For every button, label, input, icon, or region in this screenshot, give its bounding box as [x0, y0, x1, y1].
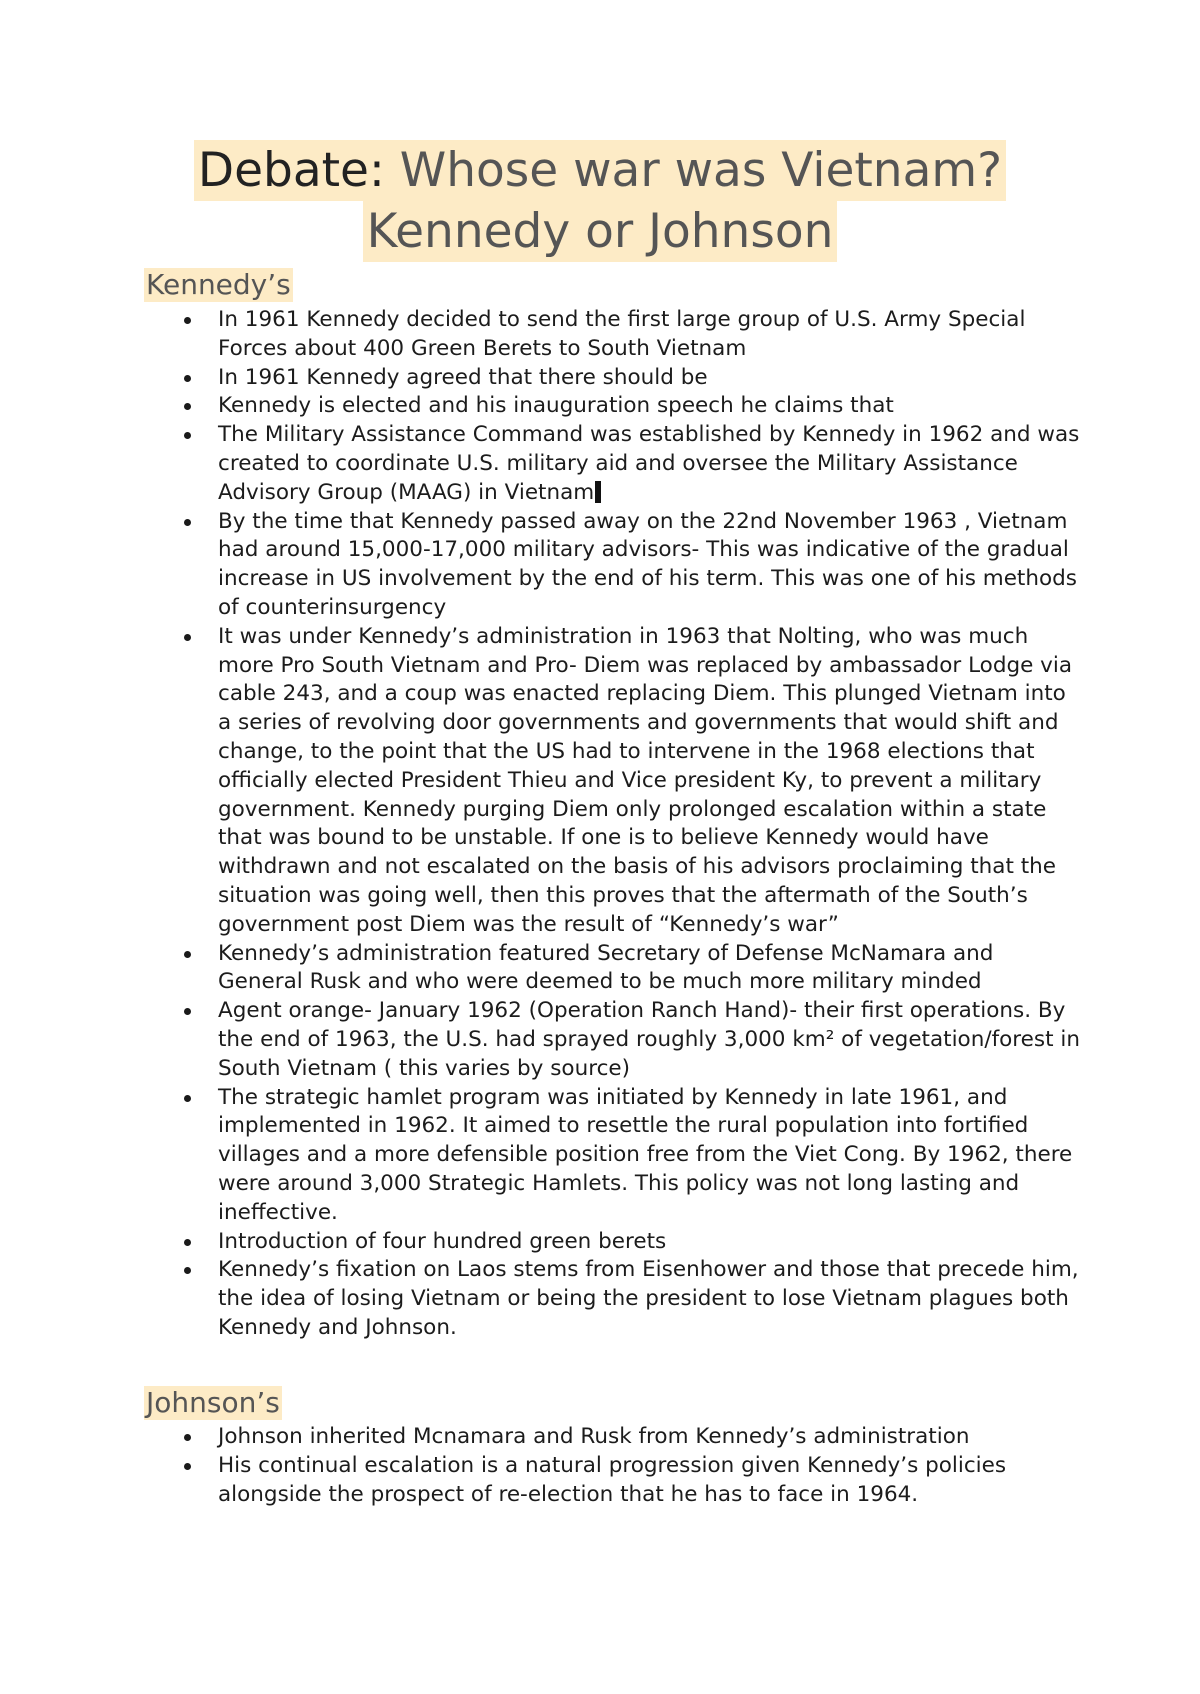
list-item: His continual escalation is a natural progression given Kennedy’s policies alongside the prospect of re-election that he has to face in 1964. [144, 1452, 1084, 1510]
list-item: Introduction of four hundred green berets [144, 1228, 1084, 1257]
list-item: Kennedy’s fixation on Laos stems from Eisenhower and those that precede him, the idea of losing Vietnam or being the president to lose Vietnam plagues both Kennedy and Johnson. [144, 1256, 1084, 1342]
kennedy-heading: Kennedy’s [146, 268, 291, 301]
list-item: Agent orange- January 1962 (Operation Ranch Hand)- their first operations. By the end of 1963, the U.S. had sprayed roughly 3,000 km² of vegetation/forest in South Vietnam ( this varies by source) [144, 997, 1084, 1083]
list-item: Kennedy is elected and his inauguration speech he claims that [144, 392, 1084, 421]
title-prefix: Debate: [197, 143, 385, 198]
list-item: In 1961 Kennedy agreed that there should be [144, 364, 1084, 393]
list-item: Kennedy’s administration featured Secretary of Defense McNamara and General Rusk and who were deemed to be much more military minded [144, 940, 1084, 998]
johnson-bullet-list [144, 1423, 1084, 1509]
list-item: It was under Kennedy’s administration in 1963 that Nolting, who was much more Pro South Vietnam and Pro- Diem was replaced by ambassador Lodge via cable 243, and a coup was enacted replacing Diem. This plunged Vietnam into a series of revolving door governments and governments that would shift and change, to the point that the US had to intervene in the 1968 elections that officially elected President Thieu and Vice president Ky, to prevent a military government. Kennedy purging Diem only prolonged escalation within a state that was bound to be unstable. If one is to believe Kennedy would have withdrawn and not escalated on the basis of his advisors proclaiming that the situation was going well, then this proves that the aftermath of the South’s government post Diem was the result of “Kennedy’s war” [144, 623, 1084, 940]
list-item: In 1961 Kennedy decided to send the first large group of U.S. Army Special Forces about 400 Green Berets to South Vietnam [144, 306, 1084, 364]
text-cursor [595, 481, 601, 503]
johnson-heading: Johnson’s [146, 1386, 280, 1419]
list-item: The strategic hamlet program was initiated by Kennedy in late 1961, and implemented in 1962. It aimed to resettle the rural population into fortified villages and a more defensible position free from the Viet Cong. By 1962, there were around 3,000 Strategic Hamlets. This policy was not long lasting and ineffective. [144, 1084, 1084, 1228]
title-line-1 [194, 140, 1006, 201]
document-title [0, 140, 1200, 262]
list-item [144, 421, 1084, 507]
title-question: Whose war was Vietnam? [399, 143, 1003, 198]
kennedy-bullet-list [144, 306, 1084, 1343]
list-item: By the time that Kennedy passed away on the 22nd November 1963 , Vietnam had around 15,000-17,000 military advisors- This was indicative of the gradual increase in US involvement by the end of his term. This was one of his methods of counterinsurgency [144, 508, 1084, 623]
list-item-text: The Military Assistance Command was established by Kennedy in 1962 and was created to coordinate U.S. military aid and oversee the Military Assistance Advisory Group (MAAG) in Vietnam [218, 422, 1080, 505]
title-line-2: Kennedy or Johnson [363, 201, 838, 262]
list-item: Johnson inherited Mcnamara and Rusk from Kennedy’s administration [144, 1423, 1084, 1452]
